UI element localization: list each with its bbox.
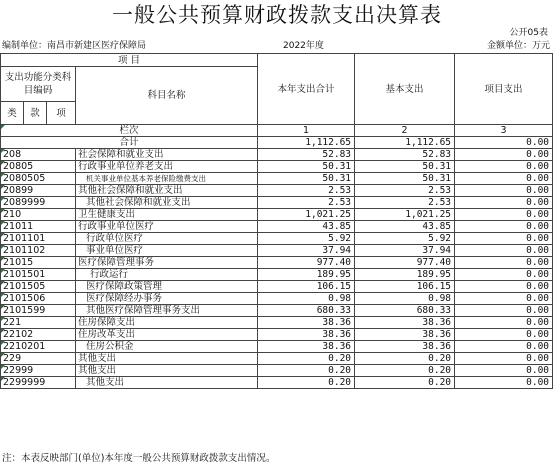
total-basic: 1,112.65 <box>355 137 455 149</box>
row-subject-name: 行政运行 <box>76 269 258 281</box>
row-subject-name: 机关事业单位基本养老保险缴费支出 <box>76 173 258 185</box>
row-project: 0.00 <box>455 341 553 353</box>
row-code: 2101501 <box>1 269 76 281</box>
row-code: 229 <box>1 353 76 365</box>
table-row <box>1 257 553 269</box>
row-total: 38.36 <box>258 329 355 341</box>
table-row <box>1 173 553 185</box>
row-code: 21015 <box>1 257 76 269</box>
row-total: 43.85 <box>258 221 355 233</box>
row-total: 0.20 <box>258 377 355 389</box>
row-code: 221 <box>1 317 76 329</box>
row-basic: 977.40 <box>355 257 455 269</box>
row-total: 106.15 <box>258 281 355 293</box>
func-code-label: 支出功能分类科目编码 <box>4 72 72 96</box>
row-basic: 2.53 <box>355 197 455 209</box>
row-subject-name: 其他社会保障和就业支出 <box>76 185 258 197</box>
page-title: 一般公共预算财政拨款支出决算表 <box>112 3 442 27</box>
table-row <box>1 245 553 257</box>
row-code: 21011 <box>1 221 76 233</box>
row-subject-name: 其他医疗保障管理事务支出 <box>76 305 258 317</box>
row-basic: 680.33 <box>355 305 455 317</box>
table-row <box>1 305 553 317</box>
row-basic: 5.92 <box>355 233 455 245</box>
row-basic: 106.15 <box>355 281 455 293</box>
col-index-2: 2 <box>355 125 455 137</box>
row-subject-name: 社会保障和就业支出 <box>76 149 258 161</box>
row-code: 2210201 <box>1 341 76 353</box>
lanci-label: 栏次 <box>1 125 258 137</box>
row-subject-name: 医疗保障经办事务 <box>76 293 258 305</box>
row-project: 0.00 <box>455 221 553 233</box>
row-subject-name: 行政事业单位医疗 <box>76 221 258 233</box>
row-basic: 0.20 <box>355 377 455 389</box>
row-project: 0.00 <box>455 353 553 365</box>
row-project: 0.00 <box>455 305 553 317</box>
table-row <box>1 233 553 245</box>
row-subject-name: 其他支出 <box>76 365 258 377</box>
row-subject-name: 事业单位医疗 <box>76 245 258 257</box>
total-amount: 1,112.65 <box>258 137 355 149</box>
row-project: 0.00 <box>455 257 553 269</box>
table-row <box>1 269 553 281</box>
money-unit: 金额单位：万元 <box>486 41 550 51</box>
expenditure-table <box>0 53 553 389</box>
row-total: 0.20 <box>258 353 355 365</box>
row-basic: 38.36 <box>355 329 455 341</box>
row-code: 2089999 <box>1 197 76 209</box>
row-basic: 43.85 <box>355 221 455 233</box>
table-row <box>1 353 553 365</box>
row-code: 2299999 <box>1 377 76 389</box>
row-basic: 0.20 <box>355 353 455 365</box>
row-total: 52.83 <box>258 149 355 161</box>
total-label: 合计 <box>1 137 258 149</box>
row-basic: 38.36 <box>355 317 455 329</box>
footnote: 注：本表反映部门(单位)本年度一般公共预算财政拨款支出情况。 <box>2 453 276 464</box>
row-project: 0.00 <box>455 149 553 161</box>
kuan-header: 款 <box>24 102 47 125</box>
row-basic: 0.20 <box>355 365 455 377</box>
row-code: 20805 <box>1 161 76 173</box>
row-basic: 38.36 <box>355 341 455 353</box>
row-subject-name: 其他支出 <box>76 377 258 389</box>
row-subject-name: 医疗保障管理事务 <box>76 257 258 269</box>
item-group-header: 项 目 <box>1 54 258 67</box>
table-row <box>1 197 553 209</box>
row-basic: 0.98 <box>355 293 455 305</box>
table-row <box>1 161 553 173</box>
table-row <box>1 281 553 293</box>
row-subject-name: 其他社会保障和就业支出 <box>76 197 258 209</box>
row-project: 0.00 <box>455 209 553 221</box>
row-total: 2.53 <box>258 185 355 197</box>
row-code: 2101599 <box>1 305 76 317</box>
row-total: 0.20 <box>258 365 355 377</box>
col-index-3: 3 <box>455 125 553 137</box>
row-total: 38.36 <box>258 341 355 353</box>
row-project: 0.00 <box>455 185 553 197</box>
col-index-1: 1 <box>258 125 355 137</box>
table-row <box>1 377 553 389</box>
xiang-header: 项 <box>47 102 76 125</box>
row-basic: 52.83 <box>355 149 455 161</box>
row-code: 210 <box>1 209 76 221</box>
fiscal-year: 2022年度 <box>283 41 324 51</box>
header-row-1 <box>1 54 553 67</box>
table-row <box>1 317 553 329</box>
form-code: 公开05表 <box>509 28 548 38</box>
compiling-unit: 编制单位：南昌市新建区医疗保障局 <box>2 41 147 51</box>
row-subject-name: 其他支出 <box>76 353 258 365</box>
row-subject-name: 住房改革支出 <box>76 329 258 341</box>
row-basic: 189.95 <box>355 269 455 281</box>
row-project: 0.00 <box>455 197 553 209</box>
table-row <box>1 329 553 341</box>
meta-row <box>0 40 554 52</box>
row-basic: 1,021.25 <box>355 209 455 221</box>
row-subject-name: 住房公积金 <box>76 341 258 353</box>
table-row <box>1 293 553 305</box>
row-project: 0.00 <box>455 161 553 173</box>
total-project: 0.00 <box>455 137 553 149</box>
row-subject-name: 行政单位医疗 <box>76 233 258 245</box>
row-basic: 50.31 <box>355 161 455 173</box>
row-project: 0.00 <box>455 329 553 341</box>
row-total: 680.33 <box>258 305 355 317</box>
row-project: 0.00 <box>455 377 553 389</box>
row-project: 0.00 <box>455 245 553 257</box>
row-total: 977.40 <box>258 257 355 269</box>
row-project: 0.00 <box>455 317 553 329</box>
row-project: 0.00 <box>455 365 553 377</box>
row-total: 50.31 <box>258 173 355 185</box>
table-row <box>1 149 553 161</box>
row-subject-name: 卫生健康支出 <box>76 209 258 221</box>
row-total: 2.53 <box>258 197 355 209</box>
row-total: 189.95 <box>258 269 355 281</box>
func-code-header <box>1 67 76 102</box>
row-basic: 50.31 <box>355 173 455 185</box>
row-total: 5.92 <box>258 233 355 245</box>
row-basic: 2.53 <box>355 185 455 197</box>
row-subject-name: 住房保障支出 <box>76 317 258 329</box>
row-project: 0.00 <box>455 269 553 281</box>
total-header: 本年支出合计 <box>258 54 355 125</box>
row-total: 37.94 <box>258 245 355 257</box>
row-total: 38.36 <box>258 317 355 329</box>
table-row <box>1 209 553 221</box>
row-total: 0.98 <box>258 293 355 305</box>
row-project: 0.00 <box>455 173 553 185</box>
row-code: 2080505 <box>1 173 76 185</box>
table-row <box>1 341 553 353</box>
table-row <box>1 185 553 197</box>
basic-header: 基本支出 <box>355 54 455 125</box>
row-code: 20899 <box>1 185 76 197</box>
row-code: 2101101 <box>1 233 76 245</box>
table-row <box>1 365 553 377</box>
row-code: 2101102 <box>1 245 76 257</box>
row-code: 2101506 <box>1 293 76 305</box>
lanci-row <box>1 125 553 137</box>
row-total: 1,021.25 <box>258 209 355 221</box>
row-code: 22999 <box>1 365 76 377</box>
table-row <box>1 221 553 233</box>
row-project: 0.00 <box>455 233 553 245</box>
row-code: 2101505 <box>1 281 76 293</box>
subject-name-header: 科目名称 <box>76 67 258 125</box>
row-project: 0.00 <box>455 281 553 293</box>
row-code: 208 <box>1 149 76 161</box>
project-header: 项目支出 <box>455 54 553 125</box>
total-row <box>1 137 553 149</box>
row-subject-name: 医疗保障政策管理 <box>76 281 258 293</box>
row-basic: 37.94 <box>355 245 455 257</box>
row-subject-name: 行政事业单位养老支出 <box>76 161 258 173</box>
row-project: 0.00 <box>455 293 553 305</box>
lei-header: 类 <box>1 102 24 125</box>
row-total: 50.31 <box>258 161 355 173</box>
row-code: 22102 <box>1 329 76 341</box>
